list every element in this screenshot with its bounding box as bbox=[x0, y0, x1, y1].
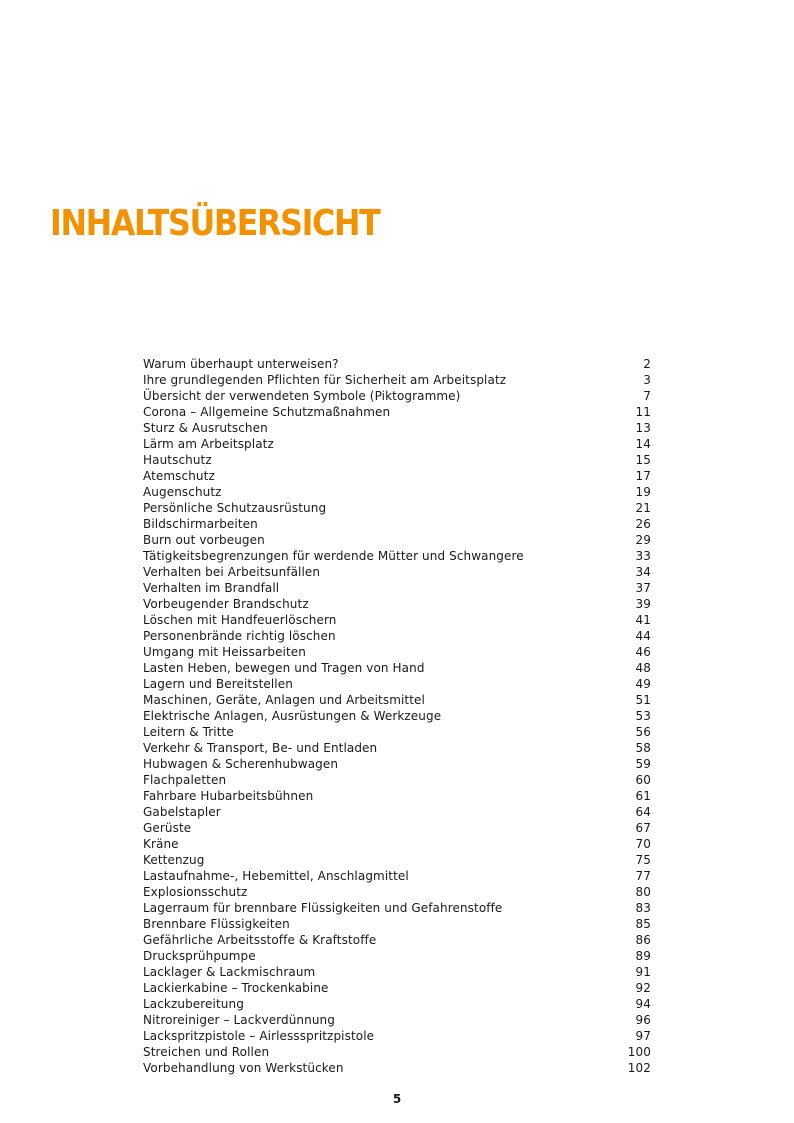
toc-entry-page: 59 bbox=[635, 757, 651, 771]
toc-entry[interactable] bbox=[143, 484, 651, 500]
toc-entry-page: 67 bbox=[635, 821, 651, 835]
toc-entry-title: Verhalten im Brandfall bbox=[143, 581, 280, 595]
toc-entry-page: 7 bbox=[643, 389, 651, 403]
toc-entry-title: Elektrische Anlagen, Ausrüstungen & Werkzeuge bbox=[143, 709, 442, 723]
toc-entry[interactable] bbox=[143, 772, 651, 788]
toc-entry[interactable] bbox=[143, 884, 651, 900]
toc-entry-title: Lastaufnahme-, Hebemittel, Anschlagmittel bbox=[143, 869, 409, 883]
toc-entry-page: 48 bbox=[635, 661, 651, 675]
toc-entry[interactable] bbox=[143, 532, 651, 548]
toc-entry[interactable] bbox=[143, 596, 651, 612]
toc-entry-page: 14 bbox=[635, 437, 651, 451]
toc-entry-page: 64 bbox=[635, 805, 651, 819]
toc-entry-title: Vorbehandlung von Werkstücken bbox=[143, 1061, 344, 1075]
toc-entry-title: Verkehr & Transport, Be- und Entladen bbox=[143, 741, 378, 755]
toc-entry[interactable] bbox=[143, 724, 651, 740]
toc-entry[interactable] bbox=[143, 820, 651, 836]
toc-entry-page: 29 bbox=[635, 533, 651, 547]
toc-entry-page: 56 bbox=[635, 725, 651, 739]
toc-entry-page: 26 bbox=[635, 517, 651, 531]
toc-entry-title: Lasten Heben, bewegen und Tragen von Hand bbox=[143, 661, 425, 675]
toc-entry-page: 94 bbox=[635, 997, 651, 1011]
toc-entry[interactable] bbox=[143, 868, 651, 884]
toc-entry-title: Ihre grundlegenden Pflichten für Sicherheit am Arbeitsplatz bbox=[143, 373, 507, 387]
toc-entry-page: 39 bbox=[635, 597, 651, 611]
toc-entry-title: Corona – Allgemeine Schutzmaßnahmen bbox=[143, 405, 391, 419]
toc-entry-page: 77 bbox=[635, 869, 651, 883]
toc-entry-title: Lackspritzpistole – Airlessspritzpistole bbox=[143, 1029, 375, 1043]
toc-entry[interactable] bbox=[143, 388, 651, 404]
toc-entry[interactable] bbox=[143, 420, 651, 436]
toc-entry-page: 85 bbox=[635, 917, 651, 931]
toc-entry[interactable] bbox=[143, 676, 651, 692]
toc-entry[interactable] bbox=[143, 580, 651, 596]
toc-entry-page: 37 bbox=[635, 581, 651, 595]
toc-entry-page: 11 bbox=[635, 405, 651, 419]
toc-entry-title: Kräne bbox=[143, 837, 179, 851]
toc-entry[interactable] bbox=[143, 788, 651, 804]
toc-entry-title: Lagern und Bereitstellen bbox=[143, 677, 293, 691]
toc-entry[interactable] bbox=[143, 516, 651, 532]
toc-entry-title: Gefährliche Arbeitsstoffe & Kraftstoffe bbox=[143, 933, 377, 947]
toc-entry[interactable] bbox=[143, 452, 651, 468]
toc-entry-title: Streichen und Rollen bbox=[143, 1045, 270, 1059]
toc-entry[interactable] bbox=[143, 628, 651, 644]
toc-entry-title: Flachpaletten bbox=[143, 773, 227, 787]
toc-entry[interactable] bbox=[143, 1044, 651, 1060]
toc-entry-title: Gerüste bbox=[143, 821, 192, 835]
toc-entry-title: Lackzubereitung bbox=[143, 997, 244, 1011]
toc-entry-title: Gabelstapler bbox=[143, 805, 221, 819]
toc-entry[interactable] bbox=[143, 372, 651, 388]
toc-entry[interactable] bbox=[143, 964, 651, 980]
toc-entry[interactable] bbox=[143, 756, 651, 772]
toc-entry-title: Lacklager & Lackmischraum bbox=[143, 965, 316, 979]
toc-entry-page: 97 bbox=[635, 1029, 651, 1043]
toc-entry-page: 34 bbox=[635, 565, 651, 579]
toc-entry-page: 2 bbox=[643, 357, 651, 371]
toc-entry-title: Warum überhaupt unterweisen? bbox=[143, 357, 339, 371]
toc-entry[interactable] bbox=[143, 436, 651, 452]
toc-entry-page: 49 bbox=[635, 677, 651, 691]
toc-entry-title: Leitern & Tritte bbox=[143, 725, 234, 739]
toc-entry-title: Explosionsschutz bbox=[143, 885, 248, 899]
toc-entry-page: 61 bbox=[635, 789, 651, 803]
toc-entry-page: 70 bbox=[635, 837, 651, 851]
toc-entry-page: 102 bbox=[627, 1061, 651, 1075]
toc-entry-page: 53 bbox=[635, 709, 651, 723]
toc-entry-page: 21 bbox=[635, 501, 651, 515]
toc-entry-title: Drucksprühpumpe bbox=[143, 949, 256, 963]
toc-entry-page: 44 bbox=[635, 629, 651, 643]
toc-entry-page: 33 bbox=[635, 549, 651, 563]
toc-entry-page: 96 bbox=[635, 1013, 651, 1027]
toc-entry-title: Hubwagen & Scherenhubwagen bbox=[143, 757, 339, 771]
toc-entry-page: 58 bbox=[635, 741, 651, 755]
toc-entry-title: Verhalten bei Arbeitsunfällen bbox=[143, 565, 321, 579]
toc-entry-page: 13 bbox=[635, 421, 651, 435]
toc-entry-page: 92 bbox=[635, 981, 651, 995]
toc-entry[interactable] bbox=[143, 692, 651, 708]
toc-entry-page: 17 bbox=[635, 469, 651, 483]
toc-entry-title: Atemschutz bbox=[143, 469, 215, 483]
toc-entry-title: Lärm am Arbeitsplatz bbox=[143, 437, 274, 451]
toc-entry-page: 46 bbox=[635, 645, 651, 659]
toc-entry-page: 60 bbox=[635, 773, 651, 787]
toc-entry-title: Übersicht der verwendeten Symbole (Piktogramme) bbox=[143, 389, 461, 403]
toc-entry-title: Sturz & Ausrutschen bbox=[143, 421, 268, 435]
toc-entry-page: 75 bbox=[635, 853, 651, 867]
toc-entry-page: 100 bbox=[627, 1045, 651, 1059]
table-of-contents bbox=[143, 356, 651, 1076]
toc-entry-title: Burn out vorbeugen bbox=[143, 533, 265, 547]
toc-entry[interactable] bbox=[143, 804, 651, 820]
toc-entry[interactable] bbox=[143, 612, 651, 628]
toc-entry[interactable] bbox=[143, 948, 651, 964]
toc-entry-title: Lagerraum für brennbare Flüssigkeiten und Gefahrenstoffe bbox=[143, 901, 503, 915]
toc-entry[interactable] bbox=[143, 644, 651, 660]
toc-entry-page: 19 bbox=[635, 485, 651, 499]
toc-entry-page: 80 bbox=[635, 885, 651, 899]
toc-entry-page: 91 bbox=[635, 965, 651, 979]
toc-entry-title: Persönliche Schutzausrüstung bbox=[143, 501, 327, 515]
toc-entry[interactable] bbox=[143, 564, 651, 580]
toc-entry-title: Nitroreiniger – Lackverdünnung bbox=[143, 1013, 335, 1027]
toc-entry-title: Augenschutz bbox=[143, 485, 222, 499]
toc-entry[interactable] bbox=[143, 1028, 651, 1044]
toc-entry-title: Maschinen, Geräte, Anlagen und Arbeitsmittel bbox=[143, 693, 425, 707]
toc-entry-title: Hautschutz bbox=[143, 453, 212, 467]
toc-entry[interactable] bbox=[143, 1012, 651, 1028]
toc-entry[interactable] bbox=[143, 996, 651, 1012]
toc-entry[interactable] bbox=[143, 356, 651, 372]
toc-entry-title: Kettenzug bbox=[143, 853, 205, 867]
toc-entry-title: Brennbare Flüssigkeiten bbox=[143, 917, 290, 931]
toc-entry[interactable] bbox=[143, 548, 651, 564]
page-number: 5 bbox=[392, 1092, 402, 1106]
toc-entry-page: 51 bbox=[635, 693, 651, 707]
toc-entry-page: 83 bbox=[635, 901, 651, 915]
toc-entry[interactable] bbox=[143, 836, 651, 852]
toc-entry-page: 3 bbox=[643, 373, 651, 387]
toc-entry[interactable] bbox=[143, 660, 651, 676]
toc-entry-title: Lackierkabine – Trockenkabine bbox=[143, 981, 329, 995]
toc-entry[interactable] bbox=[143, 980, 651, 996]
page-title: INHALTSÜBERSICHT bbox=[50, 203, 380, 244]
toc-entry-title: Tätigkeitsbegrenzungen für werdende Mütter und Schwangere bbox=[143, 549, 524, 563]
toc-entry-title: Bildschirmarbeiten bbox=[143, 517, 258, 531]
toc-entry[interactable] bbox=[143, 932, 651, 948]
toc-entry[interactable] bbox=[143, 900, 651, 916]
toc-entry[interactable] bbox=[143, 708, 651, 724]
toc-entry[interactable] bbox=[143, 916, 651, 932]
toc-entry-title: Fahrbare Hubarbeitsbühnen bbox=[143, 789, 314, 803]
toc-entry[interactable] bbox=[143, 1060, 651, 1076]
toc-entry[interactable] bbox=[143, 468, 651, 484]
toc-entry-title: Personenbrände richtig löschen bbox=[143, 629, 336, 643]
toc-entry[interactable] bbox=[143, 852, 651, 868]
toc-entry-title: Vorbeugender Brandschutz bbox=[143, 597, 309, 611]
toc-entry-page: 15 bbox=[635, 453, 651, 467]
toc-entry-title: Löschen mit Handfeuerlöschern bbox=[143, 613, 337, 627]
toc-entry-page: 41 bbox=[635, 613, 651, 627]
toc-entry-page: 86 bbox=[635, 933, 651, 947]
toc-entry[interactable] bbox=[143, 500, 651, 516]
toc-entry[interactable] bbox=[143, 404, 651, 420]
toc-entry-page: 89 bbox=[635, 949, 651, 963]
toc-entry[interactable] bbox=[143, 740, 651, 756]
toc-entry-title: Umgang mit Heissarbeiten bbox=[143, 645, 306, 659]
